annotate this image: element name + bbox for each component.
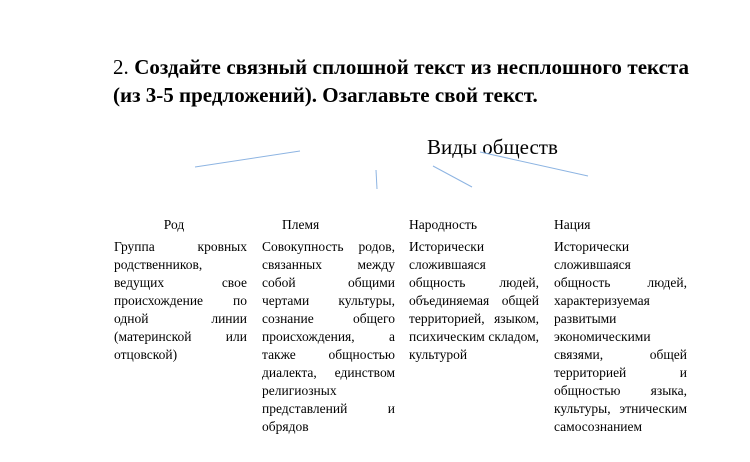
column-definition: Группа кровных родственников, ведущих свое происхождение по одной линии (материнской или отцовской) <box>114 239 247 362</box>
column-definition: Совокупность родов, связанных между собой общими чертами культуры, сознание общего происхождения, а также общностью диалекта, единством религиозных представлений и обрядов <box>262 239 395 434</box>
column-heading: Народность <box>409 217 478 232</box>
task-instruction: Создайте связный сплошной текст из несплошного текста (из 3-5 предложений). Озаглавьте свой текст. <box>113 55 690 107</box>
connector-line-plemya <box>376 170 377 189</box>
connector-line-narodnost <box>433 166 472 187</box>
column-definition: Исторически сложившаяся общность людей, объединяемая общей территорией, языком, психическим складом, культурой <box>409 239 539 362</box>
column-heading: Род <box>163 217 185 232</box>
connector-line-natsiya <box>480 152 588 176</box>
connector-line-rod <box>195 151 300 167</box>
column-heading: Нация <box>554 217 591 232</box>
column-rod <box>114 216 247 364</box>
column-heading: Племя <box>282 217 320 232</box>
column-definition: Исторически сложившаяся общность людей, характеризуемая развитыми экономическими связями, общей территорией и общностью языка, культуры, этническим самосознанием <box>554 239 687 434</box>
diagram-title: Виды обществ <box>427 135 558 159</box>
column-plemya <box>262 216 395 436</box>
task-number: 2. <box>113 55 129 79</box>
column-narodnost <box>409 216 539 364</box>
column-natsiya <box>554 216 687 436</box>
